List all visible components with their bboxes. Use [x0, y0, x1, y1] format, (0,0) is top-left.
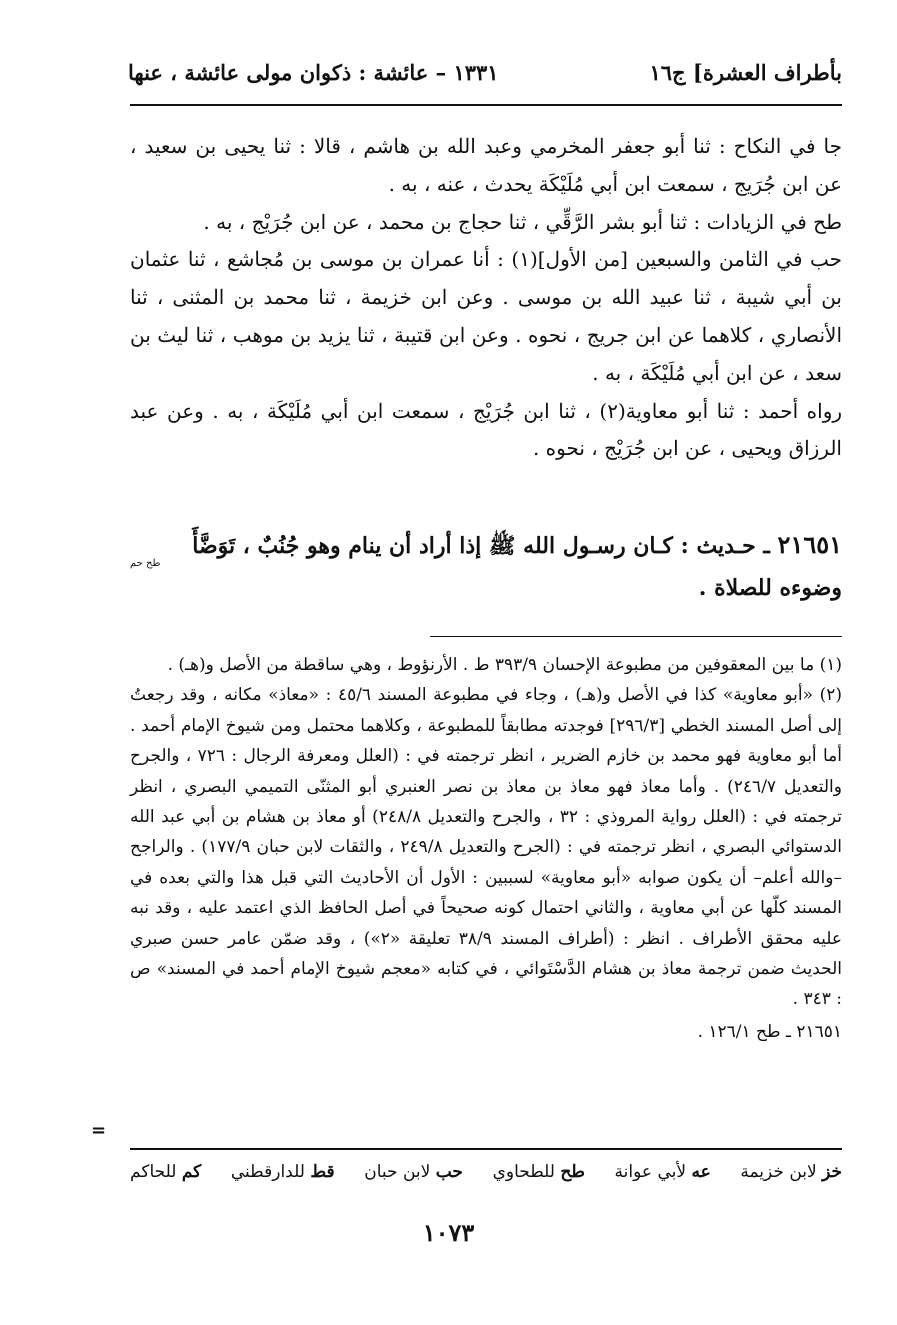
hadith-second-line: وضوءه للصلاة . [698, 575, 842, 601]
footer-rule [130, 1148, 842, 1150]
abbreviation-code: خز [822, 1162, 842, 1182]
header-chapter-title: ١٣٣١ – عائشة : ذكوان مولى عائشة ، عنها [128, 59, 499, 85]
abbreviation-code: طح [560, 1162, 585, 1182]
abbreviations-legend [130, 1162, 842, 1182]
header-rule [130, 104, 842, 106]
abbreviation-text: لابن حبان [364, 1162, 431, 1182]
main-paragraph: رواه أحمد : ثنا أبو معاوية(٢) ، ثنا ابن جُرَيْج ، سمعت ابن أبي مُلَيْكَة ، به . وعن عبد الرزاق ويحيى ، عن ابن جُرَيْج ، نحوه . [130, 398, 843, 461]
footnotes-block [130, 650, 842, 1047]
abbreviation-code: قط [310, 1162, 335, 1182]
abbreviation-item [493, 1162, 585, 1182]
abbreviation-item [364, 1162, 463, 1182]
footnote-item: ٢١٦٥١ ـ طح ١٢٦/١ . [697, 1021, 842, 1042]
footnote-separator [430, 636, 842, 637]
abbreviation-text: للحاكم [130, 1162, 177, 1182]
abbreviation-code: حب [435, 1162, 463, 1182]
page-number: ١٠٧٣ [422, 1218, 475, 1247]
continuation-mark: = [91, 1120, 107, 1141]
abbreviation-item [740, 1162, 842, 1182]
abbreviation-code: عه [691, 1162, 711, 1182]
main-paragraph: جا في النكاح : ثنا أبو جعفر المخرمي وعبد الله بن هاشم ، قالا : ثنا يحيى بن سعيد ، عن ابن جُرَيج ، سمعت ابن أبي مُلَيْكَة يحدث ، عنه ، به . [130, 134, 842, 196]
hadith-source-codes: طح حم [130, 558, 161, 569]
header-volume-title: بأطراف العشرة] ج١٦ [649, 59, 842, 85]
hadith-first-line [130, 528, 842, 569]
hadith-text: ـ حـديث : كـان رسـول الله ﷺ إذا أراد أن ينام وهو جُنُبٌ ، تَوَضَّأَ [192, 533, 770, 559]
abbreviation-item [615, 1162, 711, 1182]
abbreviation-item [130, 1162, 201, 1182]
hadith-entry [130, 528, 842, 605]
abbreviation-text: لأبي عوانة [614, 1162, 687, 1182]
abbreviation-code: كم [181, 1162, 202, 1182]
abbreviation-text: للطحاوي [492, 1162, 555, 1182]
hadith-number: ٢١٦٥١ [777, 530, 842, 559]
running-header [128, 52, 842, 92]
main-paragraph: طح في الزيادات : ثنا أبو بشر الرَّقِّي ، ثنا حجاج بن محمد ، عن ابن جُرَيْج ، به . [203, 209, 842, 234]
main-paragraph: حب في الثامن والسبعين [من الأول](١) : أنا عمران بن موسى بن مُجاشع ، ثنا عثمان بن أبي شيبة ، ثنا عبيد الله بن موسى . وعن ابن خزيمة ، ثنا محمد بن المثنى ، ثنا الأنصاري ، كلاهما عن ابن جريج ، نحوه . وعن ابن قتيبة ، ثنا يزيد بن موهب ، ثنا ليث بن سعد ، عن ابن أبي مُلَيْكَة ، به . [130, 247, 843, 385]
abbreviation-text: لابن خزيمة [740, 1162, 817, 1182]
main-text-block [130, 128, 842, 468]
abbreviation-item [231, 1162, 335, 1182]
abbreviation-text: للدارقطني [230, 1162, 305, 1182]
footnote-item: (١) ما بين المعقوفين من مطبوعة الإحسان ٣٩٣/٩ ط . الأرنؤوط ، وهي ساقطة من الأصل و(هـ) . [167, 655, 842, 675]
footnote-item: (٢) «أبو معاوية» كذا في الأصل و(هـ) ، وجاء في مطبوعة المسند ٤٥/٦ : «معاذ» مكانه ، وقد رجعتُ إلى أصل المسند الخطي [٢٩٦/٣] فوجدته مطابقاً للمطبوعة ، وكلاهما محتمل ومن شيوخ الإمام أحمد . أما أبو معاوية فهو محمد بن خازم الضرير ، انظر ترجمته في : (العلل ومعرفة الرجال : ٧٢٦ ، والجرح والتعديل ٢٤٦/٧) . وأما معاذ فهو معاذ بن معاذ بن نصر العنبري أبو المثنّى التميمي البصري ، انظر ترجمته في : (العلل رواية المروذي : ٣٢ ، والجرح والتعديل ٢٤٨/٨) أو معاذ بن هشام بن أبي عبد الله الدستوائي البصري ، انظر ترجمته في : (الجرح والتعديل ٢٤٩/٨ ، والثقات لابن حبان ١٧٧/٩) . والراجح –والله أعلم– أن يكون صوابه «أبو معاوية» لسببين : الأول أن الأحاديث التي قبل هذا والتي بعده في المسند كلّها عن أبي معاوية ، والثاني احتمال كونه صحيحاً في أصل الحافظ الذي اعتمد عليه ، وقد نبه عليه محقق الأطراف . انظر : (أطراف المسند ٣٨/٩ تعليقة «٢») ، وقد ضمّن عامر حسن صبري الحديث ضمن ترجمة معاذ بن هشام الدَّسْتَوائي ، في كتابه «معجم شيوخ الإمام أحمد في المسند» ص : ٣٤٣ . [130, 685, 843, 1010]
